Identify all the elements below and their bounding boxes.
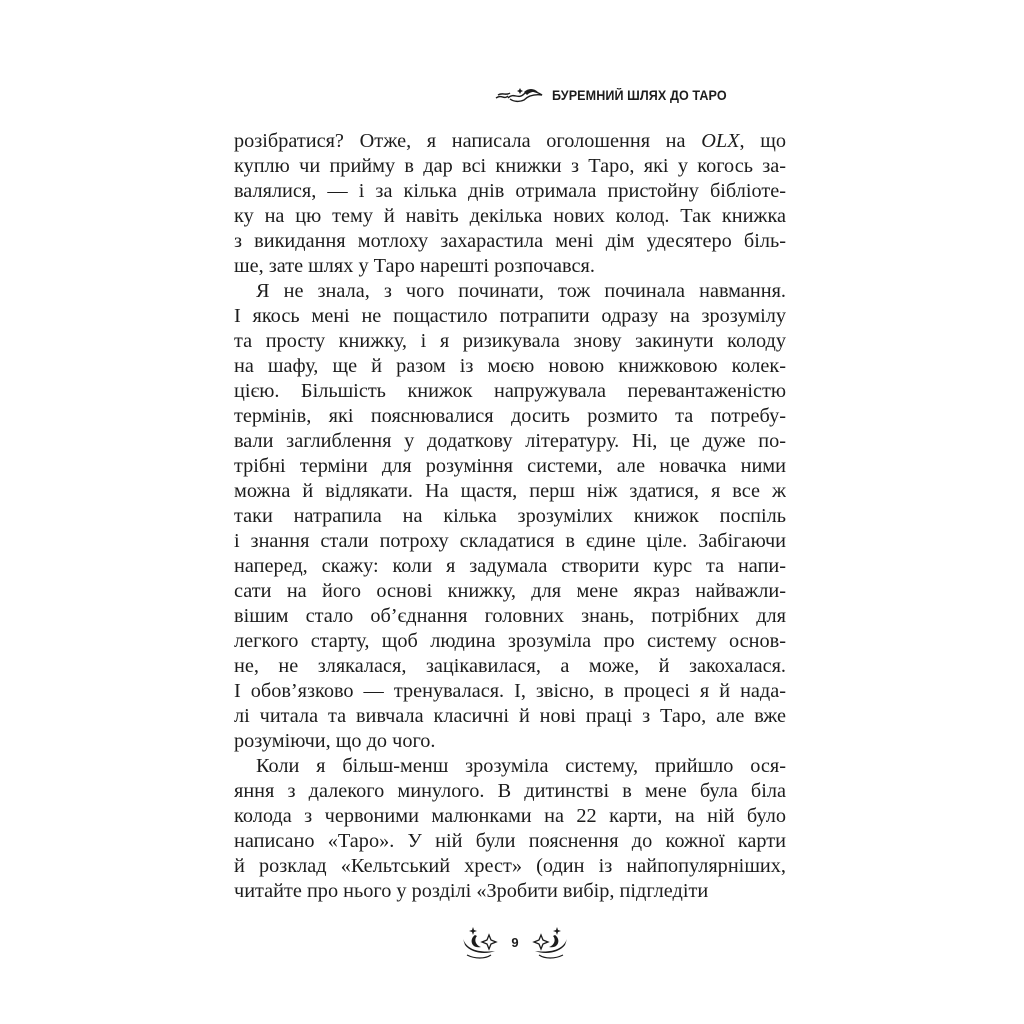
text-line: термінів, які пояснювалися досить розмито та потребу- xyxy=(234,405,786,428)
paragraph xyxy=(234,129,786,279)
text-line: куплю чи прийму в дар всі книжки з Таро, які у когось за- xyxy=(234,155,786,178)
running-title: БУРЕМНИЙ ШЛЯХ ДО ТАРО xyxy=(552,87,727,103)
text-line: розуміючи, що до чого. xyxy=(234,730,436,753)
text-line: ше, зате шлях у Таро нарешті розпочався. xyxy=(234,255,595,278)
text-line: і знання стали потроху складатися в єдине ціле. Забігаючи xyxy=(234,530,786,553)
text-line: Коли я більш-менш зрозуміла систему, прийшло ося- xyxy=(256,755,786,778)
text-line: яння з далекого минулого. В дитинстві в мене була біла xyxy=(234,780,786,803)
text-line: колода з червоними малюнками на 22 карти, на ній було xyxy=(234,805,786,828)
text-line: наперед, скажу: коли я задумала створити курс та напи- xyxy=(234,555,786,578)
text-line: розібратися? Отже, я написала оголошення на OLX, що xyxy=(234,130,786,152)
paragraph xyxy=(234,754,786,904)
text-line: сати на його основі книжку, для мене якраз найважли- xyxy=(234,580,786,603)
text-line: не, не злякалася, зацікавилася, а може, й закохалася. xyxy=(234,655,786,678)
text-line: з викидання мотлоху захарастила мені дім удесятеро біль- xyxy=(234,230,786,253)
page-footer xyxy=(440,922,590,962)
running-header xyxy=(494,84,740,106)
text-line: І обов’язково — тренувалася. І, звісно, в процесі я й нада- xyxy=(234,680,786,703)
text-line: вали заглиблення у додаткову літературу. Ні, це дуже по- xyxy=(234,430,786,453)
text-line: ку на цю тему й навіть декілька нових колод. Так книжка xyxy=(234,205,786,228)
body-text xyxy=(234,129,786,904)
text-line: таки натрапила на кілька зрозумілих книжок поспіль xyxy=(234,505,786,528)
text-line: І якось мені не пощастило потрапити одразу на зрозумілу xyxy=(234,305,786,328)
text-line: можна й відлякати. На щастя, перш ніж здатися, я все ж xyxy=(234,480,786,503)
page-number: 9 xyxy=(511,934,519,950)
text-line: легкого старту, щоб людина зрозуміла про систему основ- xyxy=(234,630,786,653)
text-line: написано «Таро». У ній були пояснення до кожної карти xyxy=(234,830,786,853)
text-line: на шафу, ще й разом із моєю новою книжковою колек- xyxy=(234,355,786,378)
text-line: валялися, — і за кілька днів отримала пристойну бібліоте- xyxy=(234,180,786,203)
text-line: лі читала та вивчала класичні й нові праці з Таро, але вже xyxy=(234,705,786,728)
text-line: вішим стало об’єднання головних знань, потрібних для xyxy=(234,605,786,628)
text-line: й розклад «Кельтський хрест» (один із найпопулярніших, xyxy=(234,855,786,878)
paragraph xyxy=(234,279,786,754)
left-ornament-icon xyxy=(461,925,503,959)
text-line: та просту книжку, і я ризикувала знову закинути колоду xyxy=(234,330,786,353)
text-line: Я не знала, з чого починати, тож починала навмання. xyxy=(256,280,786,303)
text-line: цією. Більшість книжок напружувала перевантаженістю xyxy=(234,380,786,403)
text-line: читайте про нього у розділі «Зробити вибір, підгледіти xyxy=(234,880,709,903)
text-line: трібні терміни для розуміння системи, але новачка ними xyxy=(234,455,786,478)
right-ornament-icon xyxy=(527,925,569,959)
ornament-icon xyxy=(494,86,544,104)
